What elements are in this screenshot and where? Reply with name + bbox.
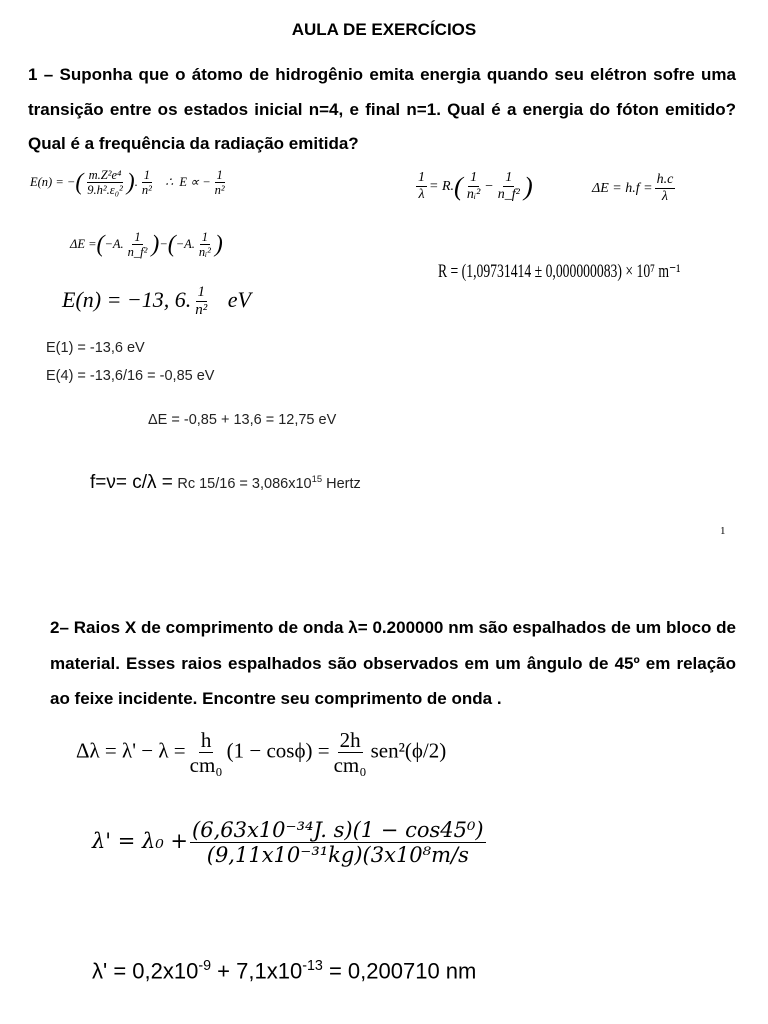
page-number: 1 <box>720 525 726 537</box>
compton-calculation: λ' = λ₀ + $\frac{\text{(6,63x10⁻³⁴J. s)(1 − cos45⁰)}}{\text{(9,11x10⁻³¹kg)(3x10⁸m/s}}$ <box>92 818 484 868</box>
energy-difference-formula: ΔE =(−A. $\frac{1}{\text{n\_f²}}$ )−(−A. $\frac{1}{\text{nᵢ²}}$ ) <box>70 230 223 260</box>
rydberg-formula: $\frac{1}{\lambda}$ = R.( $\frac{1}{\text{nᵢ²}}$ − $\frac{1}{\text{n\_f²}}$ ) <box>418 170 533 203</box>
question-1-text: 1 – Suponha que o átomo de hidrogênio emita energia quando seu elétron sofre uma transição entre os estados inicial n=4, e final n=1. Qual é a energia do fóton emitido? Qual é a frequência da radiação emitida? <box>28 65 736 153</box>
frequency-value: Rc $15/16 = 3,086x10^{15}$ Hertz <box>177 473 361 492</box>
energy-difference-result: ΔE = -0,85 + 13,6 = 12,75 eV <box>148 412 337 428</box>
photon-energy-formula: ΔE = h.f = $\frac{h.c}{\lambda}$ <box>592 172 674 205</box>
energy-level-value-formula: E(n) = −13, 6. $\frac{1}{\text{n²}}$ eV <box>62 284 251 319</box>
frequency-formula: f=ν= c/λ = <box>90 472 173 493</box>
final-wavelength-result: $\lambda' = 0,2x10^{-9} + 7,1x10^{-13} = 0,200710$ nm <box>92 958 477 984</box>
energy-n1: E(1) = -13,6 eV <box>46 340 145 356</box>
question-2-text: 2– Raios X de comprimento de onda λ= 0.200000 nm são espalhados de um bloco de material. Esses raios espalhados são observados em um ângulo de 45º em relação ao feixe incidente. Encontre seu comprimento de onda . <box>50 618 736 708</box>
frequency-result <box>90 472 361 494</box>
rydberg-constant: R = (1,09731414 ± 0,000000083) × 10⁷ m⁻¹ <box>438 261 681 282</box>
energy-level-formula: E(n) = −( $\frac{\text{m.Z²e⁴}}{\text{9.h².ε₀²}}$ ). $\frac{1}{\text{n²}}$ ∴ E ∝ − $\frac{1}{\text{n²}}$ <box>30 168 225 198</box>
compton-formula: Δλ = λ' − λ = $\frac{h}{\text{cm₀}}$ (1 − cosϕ) = $\frac{2h}{\text{cm₀}}$ sen²(ϕ/2) <box>76 728 447 778</box>
page-title: AULA DE EXERCÍCIOS <box>291 20 477 39</box>
energy-n4: E(4) = -13,6/16 = -0,85 eV <box>46 368 215 384</box>
